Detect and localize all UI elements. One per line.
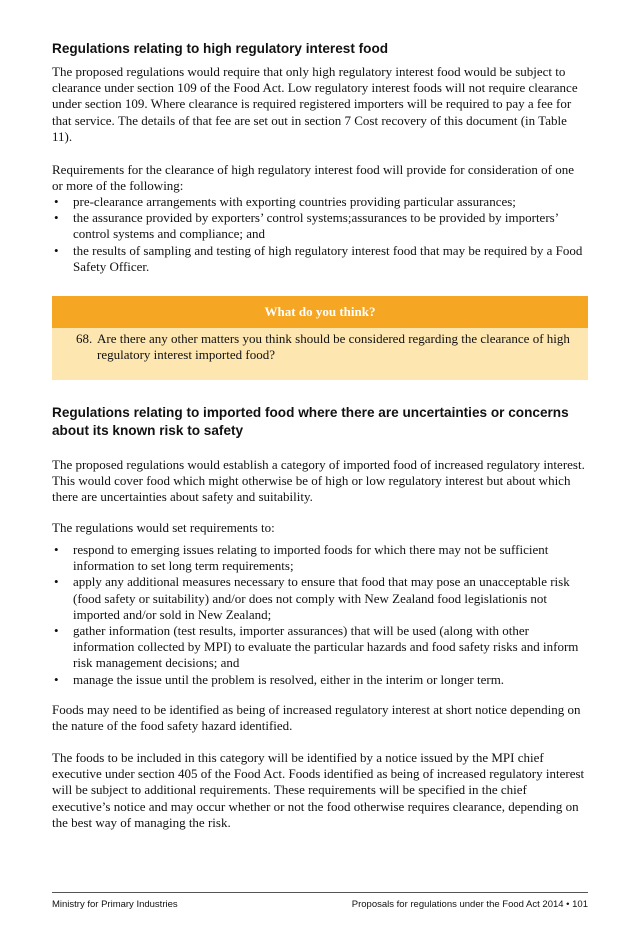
- section-heading-increased-regulatory-interest: Regulations relating to imported food where there are uncertainties or concerns about its known risk to safety: [52, 405, 569, 438]
- list-item-text: the results of sampling and testing of high regulatory interest food that may be required by a Food Safety Officer.: [73, 242, 583, 274]
- section-heading-high-regulatory-interest: Regulations relating to high regulatory interest food: [52, 41, 389, 56]
- footer-divider: [52, 892, 588, 893]
- bullet-list: [52, 542, 588, 688]
- list-item: [52, 194, 588, 210]
- paragraph: Foods may need to be identified as being of increased regulatory interest at short notice depending on the nature of the food safety hazard identified.: [52, 702, 581, 734]
- bullet-icon: •: [54, 574, 59, 590]
- paragraph: The foods to be included in this category will be identified by a notice issued by the MPI chief executive under section 405 of the Food Act. Foods identified as being of increased regulatory interest will be subject to additional requirements. These requirements will be specified in the chief executive’s notice and may occur whether or not the food otherwise requires clearance, depending on the best way of managing the risk.: [52, 750, 585, 830]
- page-footer: [52, 899, 588, 910]
- question-number: 68.: [76, 331, 93, 346]
- paragraph: Requirements for the clearance of high regulatory interest food will provide for consideration of one or more of the following:: [52, 162, 574, 194]
- list-item-text: pre-clearance arrangements with exporting countries providing particular assurances;: [73, 194, 516, 209]
- bullet-icon: •: [54, 623, 59, 639]
- list-item: [52, 210, 588, 242]
- bullet-icon: •: [54, 671, 59, 687]
- paragraph: The regulations would set requirements to:: [52, 520, 275, 535]
- list-item-text: apply any additional measures necessary to ensure that food that may pose an unacceptable risk (food safety or suitability) and/or does not comply with New Zealand food legislationis not imported and/or sold in New Zealand;: [73, 574, 570, 622]
- bullet-list: [52, 194, 588, 275]
- bullet-icon: •: [54, 210, 59, 226]
- list-item-text: respond to emerging issues relating to imported foods for which there may not be sufficient information to set long term requirements;: [73, 542, 549, 574]
- paragraph: The proposed regulations would require that only high regulatory interest food would be subject to clearance under section 109 of the Food Act. Low regulatory interest foods will not require clearance under section 109. Where clearance is required registered importers will be required to pay a fee for that service. The details of that fee are set out in section 7 Cost recovery of this document (in Table 11).: [52, 64, 578, 144]
- list-item: [52, 542, 588, 574]
- list-item-text: manage the issue until the problem is resolved, either in the interim or longer term.: [73, 671, 505, 687]
- paragraph: The proposed regulations would establish a category of imported food of increased regulatory interest. This would cover food which might otherwise be of high or low regulatory interest but about which there are uncertainties about safety and suitability.: [52, 457, 585, 505]
- bullet-icon: •: [54, 542, 59, 557]
- list-item: [52, 672, 588, 688]
- bullet-icon: •: [54, 242, 59, 258]
- callout-question: [52, 328, 588, 380]
- footer-left: Ministry for Primary Industries: [52, 899, 178, 910]
- footer-right: Proposals for regulations under the Food Act 2014 • 101: [351, 899, 588, 910]
- what-do-you-think-callout: [52, 296, 588, 380]
- list-item-text: the assurance provided by exporters’ control systems;assurances to be provided by importers’ control systems and compliance; and: [73, 210, 559, 242]
- bullet-icon: •: [54, 194, 59, 209]
- callout-title: What do you think?: [52, 296, 588, 328]
- list-item: [52, 623, 588, 672]
- question-text: Are there any other matters you think should be considered regarding the clearance of high regulatory interest imported food?: [97, 331, 570, 363]
- list-item: [52, 574, 588, 623]
- list-item: [52, 243, 588, 275]
- list-item-text: gather information (test results, importer assurances) that will be used (along with other information collected by MPI) to evaluate the particular hazards and food safety risks and inform risk management decisions; and: [73, 623, 579, 671]
